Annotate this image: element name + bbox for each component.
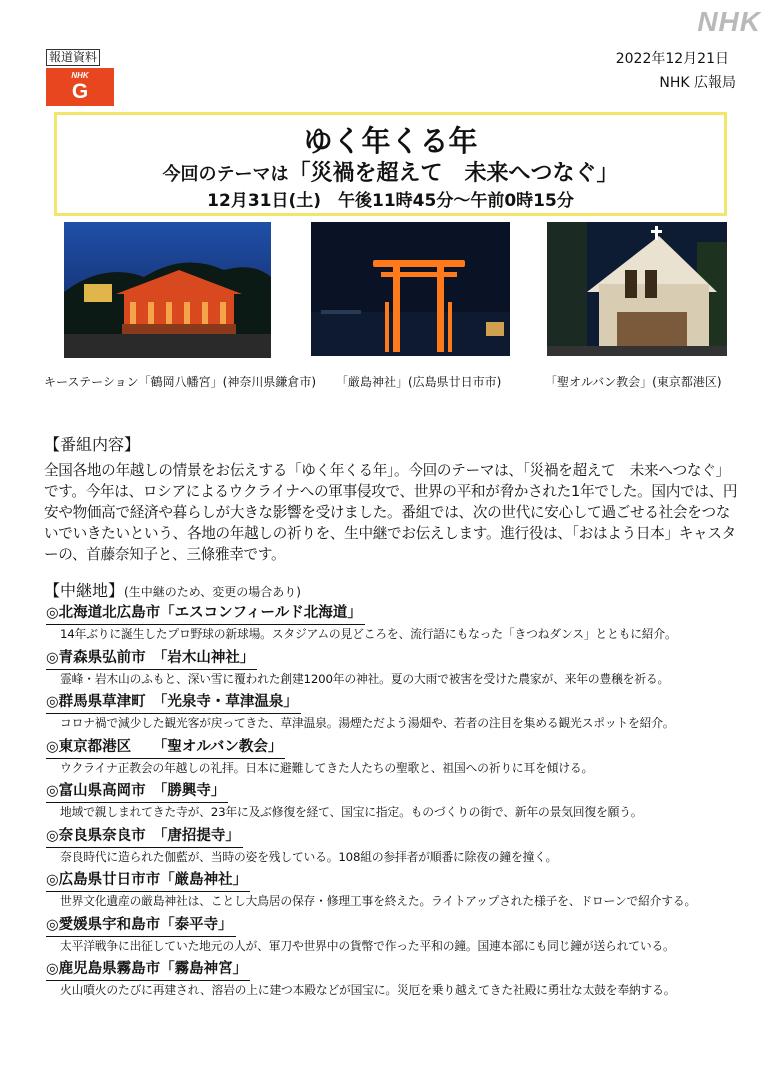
location-title: ◎鹿児島県霧島市「霧島神宮」: [46, 958, 250, 981]
list-item: [46, 869, 756, 914]
program-summary: 全国各地の年越しの情景をお伝えする「ゆく年くる年」。今回のテーマは、「災禍を超えて 未来へつなぐ」です。今年は、ロシアによるウクライナへの軍事侵攻で、世界の平和が脅かされた1年でした。国内では、円安や物価高で経済や暮らしが大きな影響を受けました。番組では、次の世代に安心して過ごせる社会をつないでいきたいという、各地の年越しの祈りを、生中継でお伝えします。進行役は、「おはよう日本」キャスターの、首藤奈知子と、三條雅幸です。: [44, 462, 738, 563]
photo-tsurugaoka-hachimangu: [64, 222, 271, 358]
department: NHK 広報局: [659, 75, 736, 91]
nhk-g-channel-logo: [46, 68, 114, 106]
location-title: ◎広島県廿日市市「厳島神社」: [46, 869, 250, 892]
program-theme: [57, 161, 724, 188]
location-description: 地域で親しまれてきた寺が、23年に及ぶ修復を経て、国宝に指定。ものづくりの街で、新年の景気回復を願う。: [60, 805, 643, 819]
location-description: ウクライナ正教会の年越しの礼拝。日本に避難してきた人たちの聖歌と、祖国への祈りに耳を傾ける。: [60, 760, 594, 775]
list-item: [46, 780, 756, 825]
location-description: 世界文化遺産の厳島神社は、ことし大鳥居の保存・修理工事を終えた。ライトアップされた様子を、ドローンで紹介する。: [60, 894, 697, 908]
location-description: 奈良時代に造られた伽藍が、当時の姿を残している。108組の参拝者が順番に除夜の鐘を撞く。: [60, 849, 558, 864]
location-title: ◎青森県弘前市 「岩木山神社」: [46, 647, 257, 670]
location-description: 14年ぶりに誕生したプロ野球の新球場。スタジアムの見どころを、流行語にもなった「きつねダンス」とともに紹介。: [60, 627, 677, 641]
photo-caption-3: 「聖オルバン教会」(東京都港区): [545, 375, 722, 389]
location-description: 太平洋戦争に出征していた地元の人が、軍刀や世界中の貨幣で作った平和の鐘。国連本部にも同じ鐘が送られている。: [60, 938, 675, 953]
list-item: [46, 914, 756, 959]
location-title: ◎東京都港区 「聖オルバン教会」: [46, 736, 285, 759]
photo-st-albans-church: [547, 222, 727, 356]
relay-heading-note: (生中継のため、変更の場合あり): [124, 585, 301, 599]
list-item: [46, 691, 756, 736]
release-date: 2022年12月21日: [615, 51, 729, 67]
relay-heading-text: 【中継地】: [44, 581, 125, 600]
list-item: [46, 736, 756, 781]
location-description: 霊峰・岩木山のふもと、深い雪に覆われた創建1200年の神社。夏の大雨で被害を受けた農家が、来年の豊穣を祈る。: [60, 671, 670, 686]
airtime: 12月31日(土) 午後11時45分～午前0時15分: [207, 191, 574, 211]
location-description: コロナ禍で減少した観光客が戻ってきた、草津温泉。湯煙ただよう湯畑や、若者の注目を集める観光スポットを紹介。: [60, 716, 675, 730]
photo-caption-1: キーステーション「鶴岡八幡宮」(神奈川県鎌倉市): [44, 375, 317, 389]
location-title: ◎奈良県奈良市 「唐招提寺」: [46, 825, 243, 848]
g-logo-top-text: NHK: [71, 71, 89, 80]
list-item: [46, 958, 756, 1003]
relay-location-list: [46, 602, 756, 1003]
location-title: ◎愛媛県宇和島市「泰平寺」: [46, 914, 236, 937]
location-title: ◎北海道北広島市「エスコンフィールド北海道」: [46, 602, 365, 625]
location-title: ◎富山県高岡市 「勝興寺」: [46, 780, 228, 803]
list-item: [46, 647, 756, 692]
relay-locations-heading: [44, 578, 301, 601]
church-night-image: [547, 222, 727, 356]
photo-itsukushima-shrine: [311, 222, 510, 356]
photo-caption-2: 「厳島神社」(広島県廿日市市): [336, 375, 502, 389]
nhk-logo: NHK: [697, 6, 761, 37]
theme-text: 「災禍を超えて 未来へつなぐ」: [288, 161, 619, 186]
list-item: [46, 602, 756, 647]
location-title: ◎群馬県草津町 「光泉寺・草津温泉」: [46, 691, 301, 714]
doc-type-label: 報道資料: [46, 49, 100, 66]
title-box: [54, 112, 727, 216]
theme-prefix: 今回のテーマは: [162, 164, 289, 185]
program-title: ゆく年くる年: [303, 124, 478, 158]
program-content-heading: 【番組内容】: [44, 435, 141, 454]
location-description: 火山噴火のたびに再建され、溶岩の上に建つ本殿などが国宝に。災厄を乗り越えてきた社殿に勇壮な太鼓を奉納する。: [60, 983, 676, 997]
g-logo-letter: G: [71, 80, 89, 103]
torii-night-image: [311, 222, 510, 356]
shrine-night-image: [64, 222, 271, 358]
list-item: [46, 825, 756, 870]
